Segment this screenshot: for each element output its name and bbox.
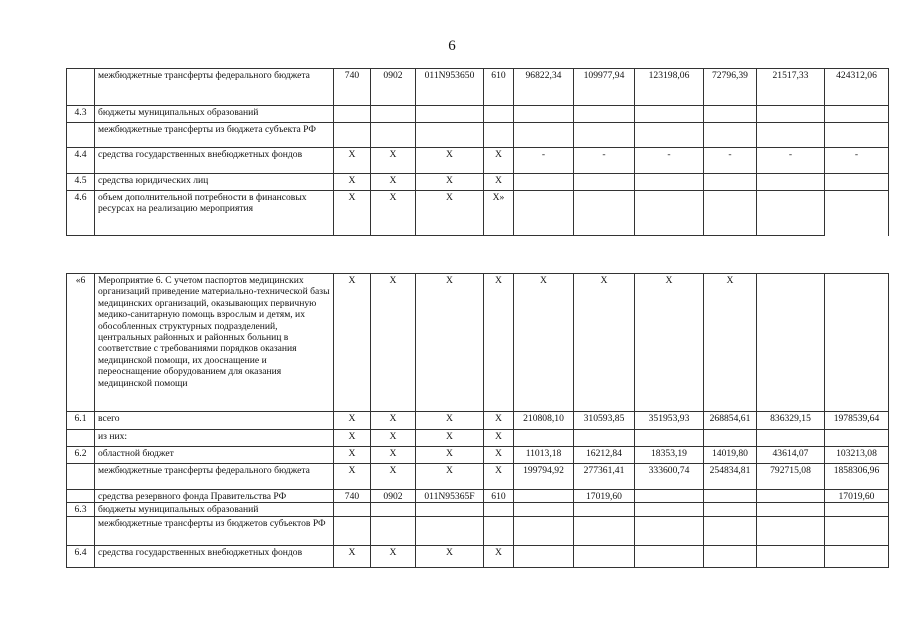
table-row [67,174,889,191]
table-cell [757,430,825,447]
table-cell [574,106,635,123]
table-cell: X [334,191,371,236]
table-cell [757,123,825,148]
table-cell [514,106,574,123]
table-cell [514,546,574,568]
table-cell [334,503,371,517]
table-cell: X [334,412,371,430]
table-cell [825,274,889,412]
table-cell: 103213,08 [825,447,889,464]
row-number-cell: «6 [67,274,95,412]
table-cell: - [574,148,635,174]
table-row [67,69,889,106]
table-cell: 424312,06 [825,69,889,106]
table-cell: 792715,08 [757,464,825,490]
table-cell [635,546,704,568]
table-cell [635,174,704,191]
table-cell: - [704,148,757,174]
table-cell: 72796,39 [704,69,757,106]
table-cell: 610 [484,69,514,106]
table-cell [704,517,757,546]
table-cell: - [825,148,889,174]
table-cell: X [416,447,484,464]
table-cell [514,517,574,546]
table-cell [371,106,416,123]
table-cell [334,517,371,546]
table-cell: X [484,412,514,430]
table-cell [416,123,484,148]
table-cell: 011N95365F [416,490,484,503]
table-cell [825,503,889,517]
table-cell: X [484,447,514,464]
table-cell [757,490,825,503]
table-cell [757,517,825,546]
table-cell [371,517,416,546]
table-cell: X [371,174,416,191]
row-number-cell [67,123,95,148]
row-number-cell: 6.3 [67,503,95,517]
table-cell: 96822,34 [514,69,574,106]
table-cell: X [484,148,514,174]
table-cell: 16212,84 [574,447,635,464]
table-row [67,412,889,430]
table-cell: 740 [334,69,371,106]
table-cell: X [484,430,514,447]
table-cell: X [416,174,484,191]
table-cell [635,490,704,503]
table-cell [704,106,757,123]
row-label-cell: всего [95,412,334,430]
table-cell: 836329,15 [757,412,825,430]
table-cell: X [371,447,416,464]
table-row [67,148,889,174]
budget-table-continuation [66,68,889,236]
row-label-cell: средства государственных внебюджетных фондов [95,148,334,174]
table-cell [416,517,484,546]
table-cell [704,191,757,236]
table-cell: 199794,92 [514,464,574,490]
table-cell: X [484,174,514,191]
table-cell: 210808,10 [514,412,574,430]
table-row [67,464,889,490]
table-cell: - [514,148,574,174]
table-cell [757,546,825,568]
table-cell [574,546,635,568]
table-cell: X [334,274,371,412]
table-cell: X [334,430,371,447]
table-cell [825,517,889,546]
table-cell: 0902 [371,69,416,106]
table-cell [484,123,514,148]
table-cell: X [484,274,514,412]
row-label-cell: межбюджетные трансферты из бюджета субъекта РФ [95,123,334,148]
row-number-cell [67,430,95,447]
table-cell: X [514,274,574,412]
table-row [67,447,889,464]
table-cell [704,174,757,191]
table-cell: 254834,81 [704,464,757,490]
table-cell: X [635,274,704,412]
table-cell [484,503,514,517]
table-cell: 1978539,64 [825,412,889,430]
table-cell [704,503,757,517]
table-cell [334,123,371,148]
table-cell: X [371,412,416,430]
table-cell [757,106,825,123]
table-cell [514,430,574,447]
page-number: 6 [448,38,456,54]
table-cell: 43614,07 [757,447,825,464]
table-cell: X [704,274,757,412]
table-row [67,503,889,517]
table-cell: X [574,274,635,412]
table-cell: X [371,546,416,568]
table-cell: 21517,33 [757,69,825,106]
row-number-cell: 4.6 [67,191,95,236]
table-row [67,106,889,123]
table-row [67,517,889,546]
table-row [67,123,889,148]
row-number-cell [67,464,95,490]
row-number-cell: 6.4 [67,546,95,568]
table-cell: 351953,93 [635,412,704,430]
table-cell: 268854,61 [704,412,757,430]
table-cell [574,123,635,148]
table-row [67,430,889,447]
row-label-cell: бюджеты муниципальных образований [95,106,334,123]
table-cell: 14019,80 [704,447,757,464]
table-cell: X [416,464,484,490]
table-cell [416,503,484,517]
row-number-cell [67,69,95,106]
table-cell: X [334,546,371,568]
table-cell [574,503,635,517]
table-cell [574,174,635,191]
table-cell [635,430,704,447]
table-cell: 11013,18 [514,447,574,464]
table-cell [574,191,635,236]
row-label-cell: межбюджетные трансферты из бюджетов субъектов РФ [95,517,334,546]
table-cell: X [416,546,484,568]
table-cell [704,546,757,568]
row-number-cell: 6.2 [67,447,95,464]
table-cell: X [484,464,514,490]
table-cell [574,517,635,546]
table-cell: 277361,41 [574,464,635,490]
row-label-cell: средства государственных внебюджетных фондов [95,546,334,568]
table-cell [371,503,416,517]
table-row [67,274,889,412]
table-cell [757,174,825,191]
table-cell: - [635,148,704,174]
table-cell [704,490,757,503]
row-label-cell: из них: [95,430,334,447]
table-cell: - [757,148,825,174]
row-label-cell: бюджеты муниципальных образований [95,503,334,517]
table-row [67,490,889,503]
table-cell [514,123,574,148]
table-cell [371,123,416,148]
table-cell [757,274,825,412]
table-cell: 17019,60 [574,490,635,503]
table-cell [514,503,574,517]
table-cell: 1858306,96 [825,464,889,490]
row-label-cell: Мероприятие 6. С учетом паспортов медицинских организаций приведение материально-технической базы медицинских организаций, оказывающих первичную медико-санитарную помощь взрослым и детям, их обособленных структурных подразделений, центральных районных и районных больниц в соответствие с требованиями порядков оказания медицинской помощи, их дооснащение и переоснащение оборудованием для оказания медицинской помощи [95,274,334,412]
table-cell: X [416,191,484,236]
table-cell: X [416,274,484,412]
table-cell [484,517,514,546]
table-cell: X [371,191,416,236]
table-cell: X [334,174,371,191]
row-number-cell [67,517,95,546]
table-cell: X [416,430,484,447]
table-cell: 011N953650 [416,69,484,106]
table-cell: X [371,464,416,490]
table-cell [574,430,635,447]
table-cell [635,123,704,148]
table-row [67,546,889,568]
table-cell [825,106,889,123]
table-cell: X [334,447,371,464]
table-cell [635,517,704,546]
table-row [67,191,889,236]
table-cell [514,174,574,191]
table-cell [484,106,514,123]
table-cell: 109977,94 [574,69,635,106]
row-label-cell: областной бюджет [95,447,334,464]
row-number-cell: 4.3 [67,106,95,123]
table-cell: 310593,85 [574,412,635,430]
table-cell [334,106,371,123]
table-cell [825,123,889,148]
table-cell: 333600,74 [635,464,704,490]
row-label-cell: объем дополнительной потребности в финансовых ресурсах на реализацию мероприятия [95,191,334,236]
row-number-cell: 4.5 [67,174,95,191]
row-label-cell: межбюджетные трансферты федерального бюджета [95,464,334,490]
table-cell: X [416,412,484,430]
table-cell [757,191,825,236]
table-cell [825,191,889,236]
table-cell: X» [484,191,514,236]
table-cell [825,546,889,568]
table-cell [416,106,484,123]
table-cell: 17019,60 [825,490,889,503]
table-cell [704,123,757,148]
table-cell [635,191,704,236]
table-cell: X [484,546,514,568]
row-number-cell [67,490,95,503]
table-cell: X [371,274,416,412]
table-cell: 0902 [371,490,416,503]
table-cell: X [371,148,416,174]
row-number-cell: 4.4 [67,148,95,174]
table-cell [825,430,889,447]
row-label-cell: средства резервного фонда Правительства РФ [95,490,334,503]
table-cell [514,191,574,236]
table-cell: X [334,464,371,490]
table-cell [704,430,757,447]
table-cell: X [334,148,371,174]
table-cell: 740 [334,490,371,503]
table-cell: X [416,148,484,174]
table-cell: 610 [484,490,514,503]
row-label-cell: межбюджетные трансферты федерального бюджета [95,69,334,106]
table-cell [825,174,889,191]
table-cell [635,106,704,123]
row-number-cell: 6.1 [67,412,95,430]
row-label-cell: средства юридических лиц [95,174,334,191]
table-cell: 18353,19 [635,447,704,464]
table-cell [514,490,574,503]
table-cell [635,503,704,517]
budget-table-measure-6 [66,273,889,568]
table-cell [757,503,825,517]
table-cell: 123198,06 [635,69,704,106]
table-cell: X [371,430,416,447]
